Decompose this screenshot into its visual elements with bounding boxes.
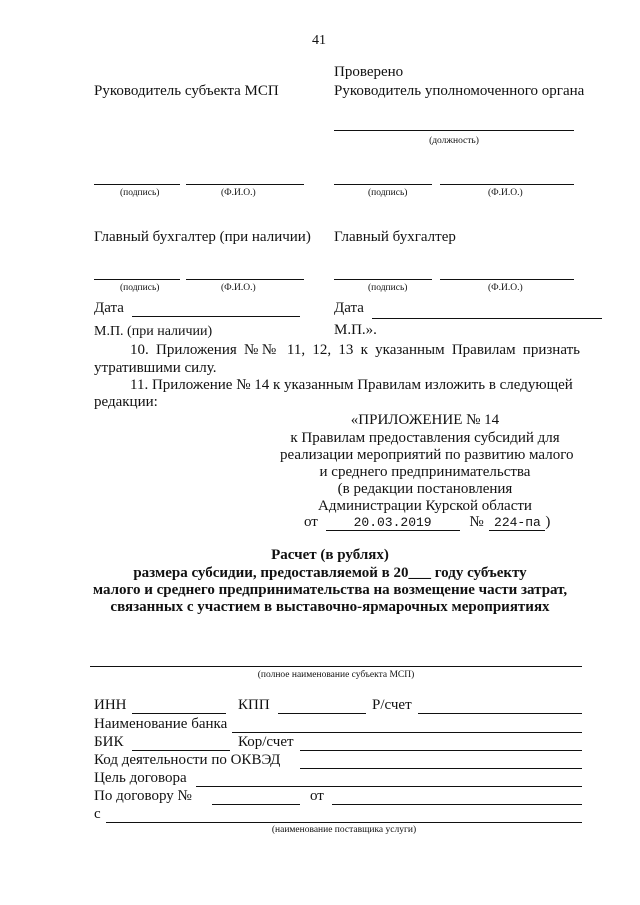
decree-close-paren: ) [545, 514, 551, 530]
inn-field[interactable] [132, 713, 226, 714]
right-date-line [372, 318, 602, 319]
left-fio-line-2 [186, 279, 304, 280]
full-name-field[interactable] [90, 666, 582, 667]
supplier-caption: (наименование поставщика услуги) [271, 825, 417, 835]
right-fio-line [440, 184, 574, 185]
page-number: 41 [312, 33, 326, 48]
right-fio-caption: (Ф.И.О.) [488, 188, 523, 198]
appendix-line-5: (в редакции постановления [337, 481, 513, 497]
left-fio-line [186, 184, 304, 185]
bik-label: БИК [94, 734, 124, 750]
contract-no-label: По договору № [94, 788, 192, 804]
supplier-field[interactable] [106, 822, 582, 823]
left-title: Руководитель субъекта МСП [94, 83, 279, 99]
bank-name-label: Наименование банка [94, 716, 228, 732]
checked-label: Проверено [334, 64, 404, 80]
left-sign-caption: (подпись) [120, 188, 160, 198]
right-sign-caption-2: (подпись) [368, 283, 408, 293]
inn-label: ИНН [94, 697, 127, 713]
supplier-with-label: с [94, 806, 101, 822]
right-stamp: М.П.». [334, 322, 377, 338]
left-stamp: М.П. (при наличии) [94, 324, 213, 339]
decree-number-label: № [469, 514, 484, 530]
paragraph-11-line-1: 11. Приложение № 14 к указанным Правилам изложить в следующей [130, 377, 573, 393]
appendix-line-2: к Правилам предоставления субсидий для [290, 430, 560, 446]
appendix-decree-line [304, 514, 550, 531]
right-sign-line [334, 184, 432, 185]
right-sign-line-2 [334, 279, 432, 280]
position-caption: (должность) [429, 136, 479, 146]
paragraph-11-line-2: редакции: [94, 394, 158, 410]
left-sign-caption-2: (подпись) [120, 283, 160, 293]
account-field[interactable] [418, 713, 582, 714]
account-label: Р/счет [372, 697, 412, 713]
appendix-line-6: Администрации Курской области [318, 498, 532, 514]
contract-no-field[interactable] [212, 804, 300, 805]
right-fio-line-2 [440, 279, 574, 280]
paragraph-10-line-1: 10. Приложения №№ 11, 12, 13 к указанным Правилам признать [130, 342, 580, 358]
kpp-label: КПП [238, 697, 270, 713]
right-fio-caption-2: (Ф.И.О.) [488, 283, 523, 293]
title-line-1: Расчет (в рублях) [271, 547, 389, 563]
left-date-label: Дата [94, 300, 124, 316]
right-date-label: Дата [334, 300, 364, 316]
full-name-caption: (полное наименование субъекта МСП) [257, 670, 415, 680]
decree-number: 224-па [489, 515, 545, 531]
left-accountant: Главный бухгалтер (при наличии) [94, 229, 311, 245]
title-line-3: малого и среднего предпринимательства на возмещение части затрат, [92, 582, 568, 598]
right-title: Руководитель уполномоченного органа [334, 83, 585, 99]
left-fio-caption: (Ф.И.О.) [221, 188, 256, 198]
contract-purpose-label: Цель договора [94, 770, 187, 786]
decree-from-label: от [304, 514, 318, 530]
corr-account-field[interactable] [300, 750, 582, 751]
right-accountant: Главный бухгалтер [334, 229, 456, 245]
bik-field[interactable] [132, 750, 230, 751]
appendix-line-4: и среднего предпринимательства [319, 464, 531, 480]
contract-from-label: от [310, 788, 324, 804]
decree-date: 20.03.2019 [326, 515, 460, 531]
okved-field[interactable] [300, 768, 582, 769]
contract-purpose-field[interactable] [196, 786, 582, 787]
corr-account-label: Кор/счет [238, 734, 294, 750]
left-sign-line [94, 184, 180, 185]
okved-label: Код деятельности по ОКВЭД [94, 752, 281, 768]
bank-name-field[interactable] [232, 732, 582, 733]
appendix-line-3: реализации мероприятий по развитию малого [280, 447, 574, 463]
right-sign-caption: (подпись) [368, 188, 408, 198]
title-line-4: связанных с участием в выставочно-ярмарочных мероприятиях [110, 599, 550, 615]
appendix-line-1: «ПРИЛОЖЕНИЕ № 14 [350, 412, 500, 428]
left-fio-caption-2: (Ф.И.О.) [221, 283, 256, 293]
position-line [334, 130, 574, 131]
contract-from-field[interactable] [332, 804, 582, 805]
left-date-line [132, 316, 300, 317]
kpp-field[interactable] [278, 713, 366, 714]
title-line-2: размера субсидии, предоставляемой в 20___ году субъекту [133, 565, 527, 581]
left-sign-line-2 [94, 279, 180, 280]
paragraph-10-line-2: утратившими силу. [94, 360, 217, 376]
